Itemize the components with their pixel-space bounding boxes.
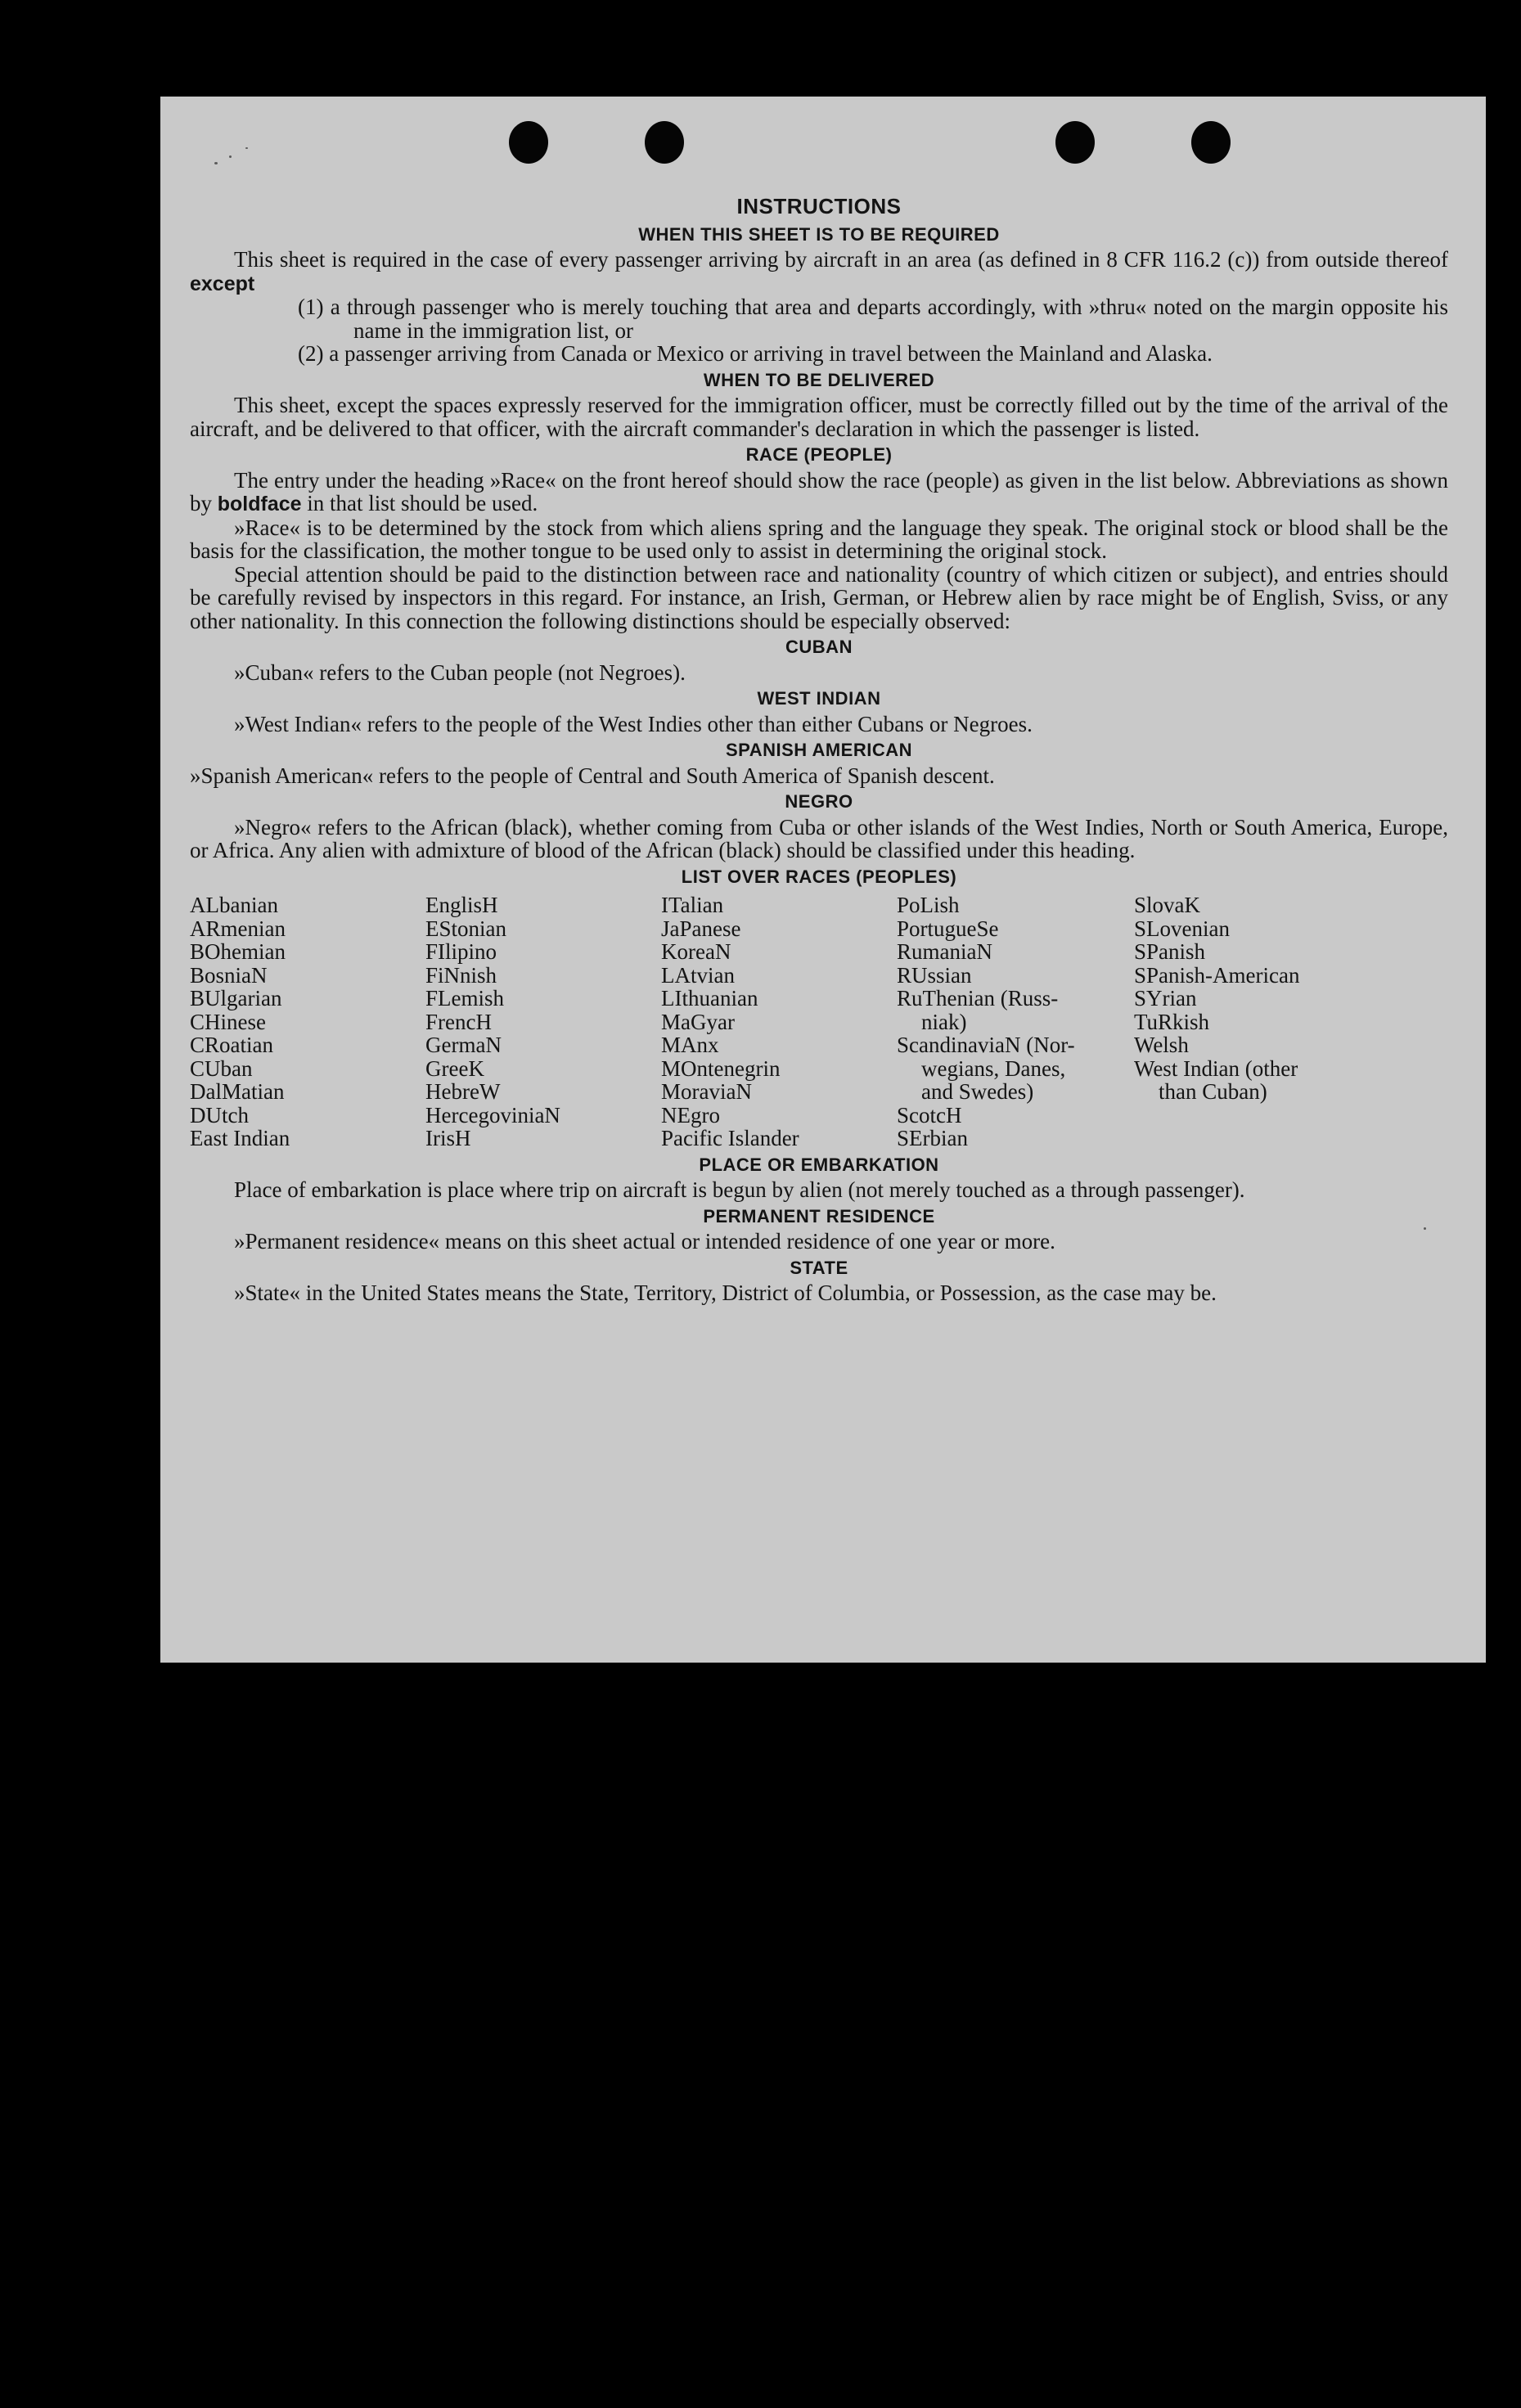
section-heading: STATE xyxy=(790,1257,848,1278)
race-entry: MAnx xyxy=(661,1033,719,1057)
race-entry: East Indian xyxy=(190,1126,290,1150)
race-entry: RuThenian (Russ- xyxy=(897,986,1059,1010)
section-place-of-embarkation xyxy=(190,1154,1448,1202)
races-column xyxy=(425,893,661,1150)
section-state xyxy=(190,1257,1448,1305)
section-race xyxy=(190,443,1448,632)
race-entry: DalMatian xyxy=(190,1079,285,1104)
section-heading: NEGRO xyxy=(785,791,853,812)
section-text: Special attention should be paid to the distinction between race and nationality (country of which citizen or subject), and entries should be carefully revised by inspectors in this regard. For instance, an Irish, German, or Hebrew alien by race might be of English, Sviss, or any other nationality. In this connection the following distinctions should be especially observed: xyxy=(190,561,1448,633)
race-entry: FiNnish xyxy=(425,962,497,988)
race-entry: FrencH xyxy=(425,1009,492,1034)
race-entry: SLovenian xyxy=(1134,916,1230,941)
race-entry: CUban xyxy=(190,1055,253,1081)
race-entry: DUtch xyxy=(190,1102,249,1127)
races-list xyxy=(190,893,1448,1150)
section-text: This sheet, except the spaces expressly reserved for the immigration officer, must be correctly filled out by the time of the arrival of the aircraft, and be delivered to that officer, with the aircraft commander's declaration in which the passenger is listed. xyxy=(190,393,1448,441)
bold-keyword: except xyxy=(190,272,255,295)
race-entry: ITalian xyxy=(661,893,724,917)
race-entry: ScandinaviaN (Nor- xyxy=(897,1033,1075,1057)
section-text: »Spanish American« refers to the people of Central and South America of Spanish descent. xyxy=(190,763,995,788)
section-heading: CUBAN xyxy=(785,637,853,657)
races-column xyxy=(897,893,1134,1150)
race-entry: CRoatian xyxy=(190,1033,273,1057)
scan-speck xyxy=(214,162,218,164)
section-text: »Cuban« refers to the Cuban people (not Negroes). xyxy=(234,659,686,685)
section-heading: WHEN TO BE DELIVERED xyxy=(703,369,935,390)
punch-hole xyxy=(1191,121,1231,164)
race-entry: Welsh xyxy=(1134,1033,1189,1057)
section-when-delivered xyxy=(190,369,1448,441)
section-text: Place of embarkation is place where trip on aircraft is begun by alien (not merely touched as a through passenger). xyxy=(234,1177,1245,1202)
list-item: (2) a passenger arriving from Canada or Mexico or arriving in travel between the Mainland and Alaska. xyxy=(298,341,1213,366)
race-entry: West Indian (other xyxy=(1134,1055,1298,1081)
race-entry: ScotcH xyxy=(897,1102,962,1127)
section-heading: WEST INDIAN xyxy=(757,688,881,709)
race-entry: BOhemian xyxy=(190,939,286,964)
section-cuban xyxy=(190,636,1448,684)
section-text: The entry under the heading »Race« on the front hereof should show the race (people) as given in the list below. Abbreviations as shown by boldface in that list should be used. xyxy=(190,467,1448,515)
race-entry: RUssian xyxy=(897,962,972,988)
race-entry: MoraviaN xyxy=(661,1079,752,1104)
races-column xyxy=(1134,893,1448,1150)
section-heading: PLACE OR EMBARKATION xyxy=(699,1154,939,1175)
section-text: »West Indian« refers to the people of the West Indies other than either Cubans or Negroes. xyxy=(234,711,1033,736)
section-permanent-residence xyxy=(190,1205,1448,1254)
race-entry: BosniaN xyxy=(190,962,268,988)
race-entry: KoreaN xyxy=(661,939,731,964)
race-entry: EStonian xyxy=(425,916,506,941)
race-entry: FIlipino xyxy=(425,939,497,964)
race-entry: FLemish xyxy=(425,986,505,1010)
race-entry: JaPanese xyxy=(661,916,741,941)
race-entry: NEgro xyxy=(661,1102,720,1127)
punch-hole xyxy=(509,121,548,164)
race-entry: HercegoviniaN xyxy=(425,1102,560,1127)
section-text: »Negro« refers to the African (black), whether coming from Cuba or other islands of the West Indies, North or South America, Europe, or Africa. Any alien with admixture of blood of the African (black) should be classified under this heading. xyxy=(190,814,1448,862)
section-text: This sheet is required in the case of every passenger arriving by aircraft in an area (as defined in 8 CFR 116.2 (c)) from outside thereof except xyxy=(190,247,1448,295)
races-column xyxy=(661,893,897,1150)
race-entry: CHinese xyxy=(190,1009,266,1034)
race-entry: SErbian xyxy=(897,1126,968,1150)
race-entry: SlovaK xyxy=(1134,893,1200,917)
race-entry: Pacific Islander xyxy=(661,1126,799,1150)
scan-speck xyxy=(229,155,232,158)
race-entry: IrisH xyxy=(425,1126,471,1150)
section-heading: PERMANENT RESIDENCE xyxy=(703,1205,935,1227)
section-text: »Race« is to be determined by the stock from which aliens spring and the language they speak. The original stock or blood shall be the basis for the classification, the mother tongue to be used only to assist in determining the original stock. xyxy=(190,515,1448,563)
race-entry: EnglisH xyxy=(425,893,498,917)
race-entry: SPanish xyxy=(1134,939,1206,964)
bold-keyword: boldface xyxy=(217,493,302,515)
race-entry: TuRkish xyxy=(1134,1009,1210,1034)
race-entry: ALbanian xyxy=(190,893,278,917)
race-entry: ARmenian xyxy=(190,916,286,941)
race-entry: LAtvian xyxy=(661,962,735,988)
races-column xyxy=(190,893,425,1150)
race-entry: BUlgarian xyxy=(190,986,282,1010)
scan-speck xyxy=(1424,1227,1426,1230)
list-item: (1) a through passenger who is merely touching that area and departs accordingly, with »thru« noted on the margin opposite his name in the immigration list, or xyxy=(298,295,1448,343)
races-heading: LIST OVER RACES (PEOPLES) xyxy=(681,866,957,887)
race-entry: LIthuanian xyxy=(661,986,758,1010)
race-entry: PortugueSe xyxy=(897,916,999,941)
race-entry: and Swedes) xyxy=(921,1079,1034,1104)
race-entry: GermaN xyxy=(425,1033,502,1057)
race-entry: niak) xyxy=(921,1009,967,1034)
section-when-required xyxy=(190,223,1448,366)
section-text: »State« in the United States means the State, Territory, District of Columbia, or Possession, as the case may be. xyxy=(234,1281,1217,1305)
punch-hole xyxy=(645,121,684,164)
race-entry: PoLish xyxy=(897,893,960,917)
page-title: INSTRUCTIONS xyxy=(736,194,902,218)
section-text: »Permanent residence« means on this sheet actual or intended residence of one year or more. xyxy=(234,1229,1055,1254)
race-entry: GreeK xyxy=(425,1055,484,1081)
section-west-indian xyxy=(190,687,1448,736)
punch-hole xyxy=(1055,121,1095,164)
section-heading: WHEN THIS SHEET IS TO BE REQUIRED xyxy=(638,223,1000,245)
section-heading: SPANISH AMERICAN xyxy=(725,740,912,760)
race-entry: wegians, Danes, xyxy=(921,1055,1066,1081)
race-entry: than Cuban) xyxy=(1159,1079,1267,1104)
race-entry: SPanish-American xyxy=(1134,962,1300,988)
race-entry: MOntenegrin xyxy=(661,1055,781,1081)
instruction-sheet xyxy=(160,97,1486,1663)
race-entry: RumaniaN xyxy=(897,939,992,964)
scan-speck xyxy=(245,147,248,149)
race-entry: SYrian xyxy=(1134,986,1197,1010)
section-negro xyxy=(190,790,1448,862)
section-heading: RACE (PEOPLE) xyxy=(745,444,893,465)
race-entry: HebreW xyxy=(425,1079,501,1104)
section-spanish-american xyxy=(190,739,1448,787)
race-entry: MaGyar xyxy=(661,1009,735,1034)
